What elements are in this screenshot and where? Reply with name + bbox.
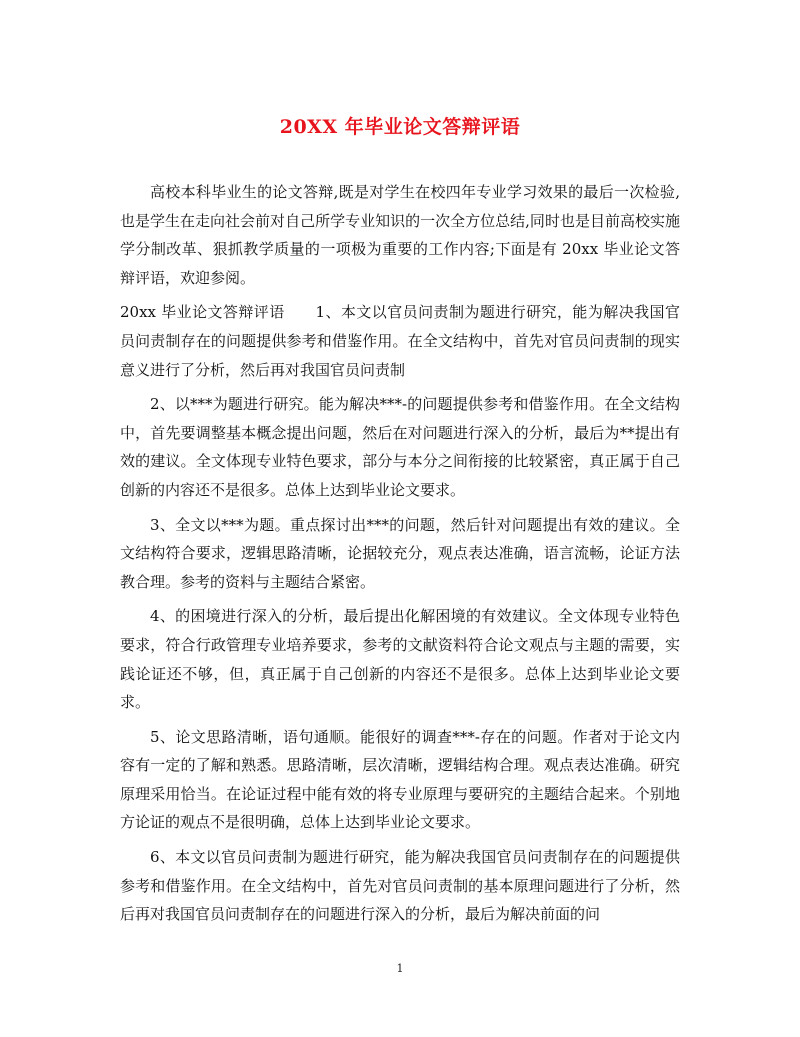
comment-paragraph-4: 4、的困境进行深入的分析，最后提出化解困境的有效建议。全文体现专业特色要求，符合行政管理专业培养要求，参考的文献资料符合论文观点与主题的需要，实践论证还不够，但，真正属于自己创新的内容还不是很多。总体上达到毕业论文要求。: [120, 607, 680, 712]
comment-paragraph-1: 20xx 毕业论文答辩评语 1、本文以官员问责制为题进行研究，能为解决我国官员问责制存在的问题提供参考和借鉴作用。在全文结构中，首先对官员问责制的现实意义进行了分析，然后再对我国官员问责制: [120, 303, 680, 379]
comment-paragraph-2: 2、以***为题进行研究。能为解决***-的问题提供参考和借鉴作用。在全文结构中，首先要调整基本概念提出问题，然后在对问题进行深入的分析，最后为**提出有效的建议。全文体现专业特色要求，部分与本分之间衔接的比较紧密，真正属于自己创新的内容还不是很多。总体上达到毕业论文要求。: [120, 395, 680, 499]
comment-paragraph-6: 6、本文以官员问责制为题进行研究，能为解决我国官员问责制存在的问题提供参考和借鉴作用。在全文结构中，首先对官员问责制的基本原理问题进行了分析，然后再对我国官员问责制存在的问题进行深入的分析，最后为解决前面的问: [120, 848, 680, 924]
document-body: [120, 178, 680, 935]
comment-paragraph-5: 5、论文思路清晰，语句通顺。能很好的调查***-存在的问题。作者对于论文内容有一定的了解和熟悉。思路清晰，层次清晰，逻辑结构合理。观点表达准确。研究原理采用恰当。在论证过程中能有效的将专业原理与要研究的主题结合起来。个别地方论证的观点不是很明确，总体上达到毕业论文要求。: [120, 727, 680, 832]
comment-paragraph-3: 3、全文以***为题。重点探讨出***的问题，然后针对问题提出有效的建议。全文结构符合要求，逻辑思路清晰，论据较充分，观点表达准确，语言流畅，论证方法教合理。参考的资料与主题结合紧密。: [120, 515, 680, 591]
document-title: 20XX 年毕业论文答辩评语: [279, 116, 521, 138]
page-number: 1: [396, 962, 404, 975]
intro-paragraph: 高校本科毕业生的论文答辩,既是对学生在校四年专业学习效果的最后一次检验,也是学生在走向社会前对自己所学专业知识的一次全方位总结,同时也是目前高校实施学分制改革、狠抓教学质量的一项极为重要的工作内容;下面是有 20xx 毕业论文答辩评语，欢迎参阅。: [120, 183, 680, 287]
